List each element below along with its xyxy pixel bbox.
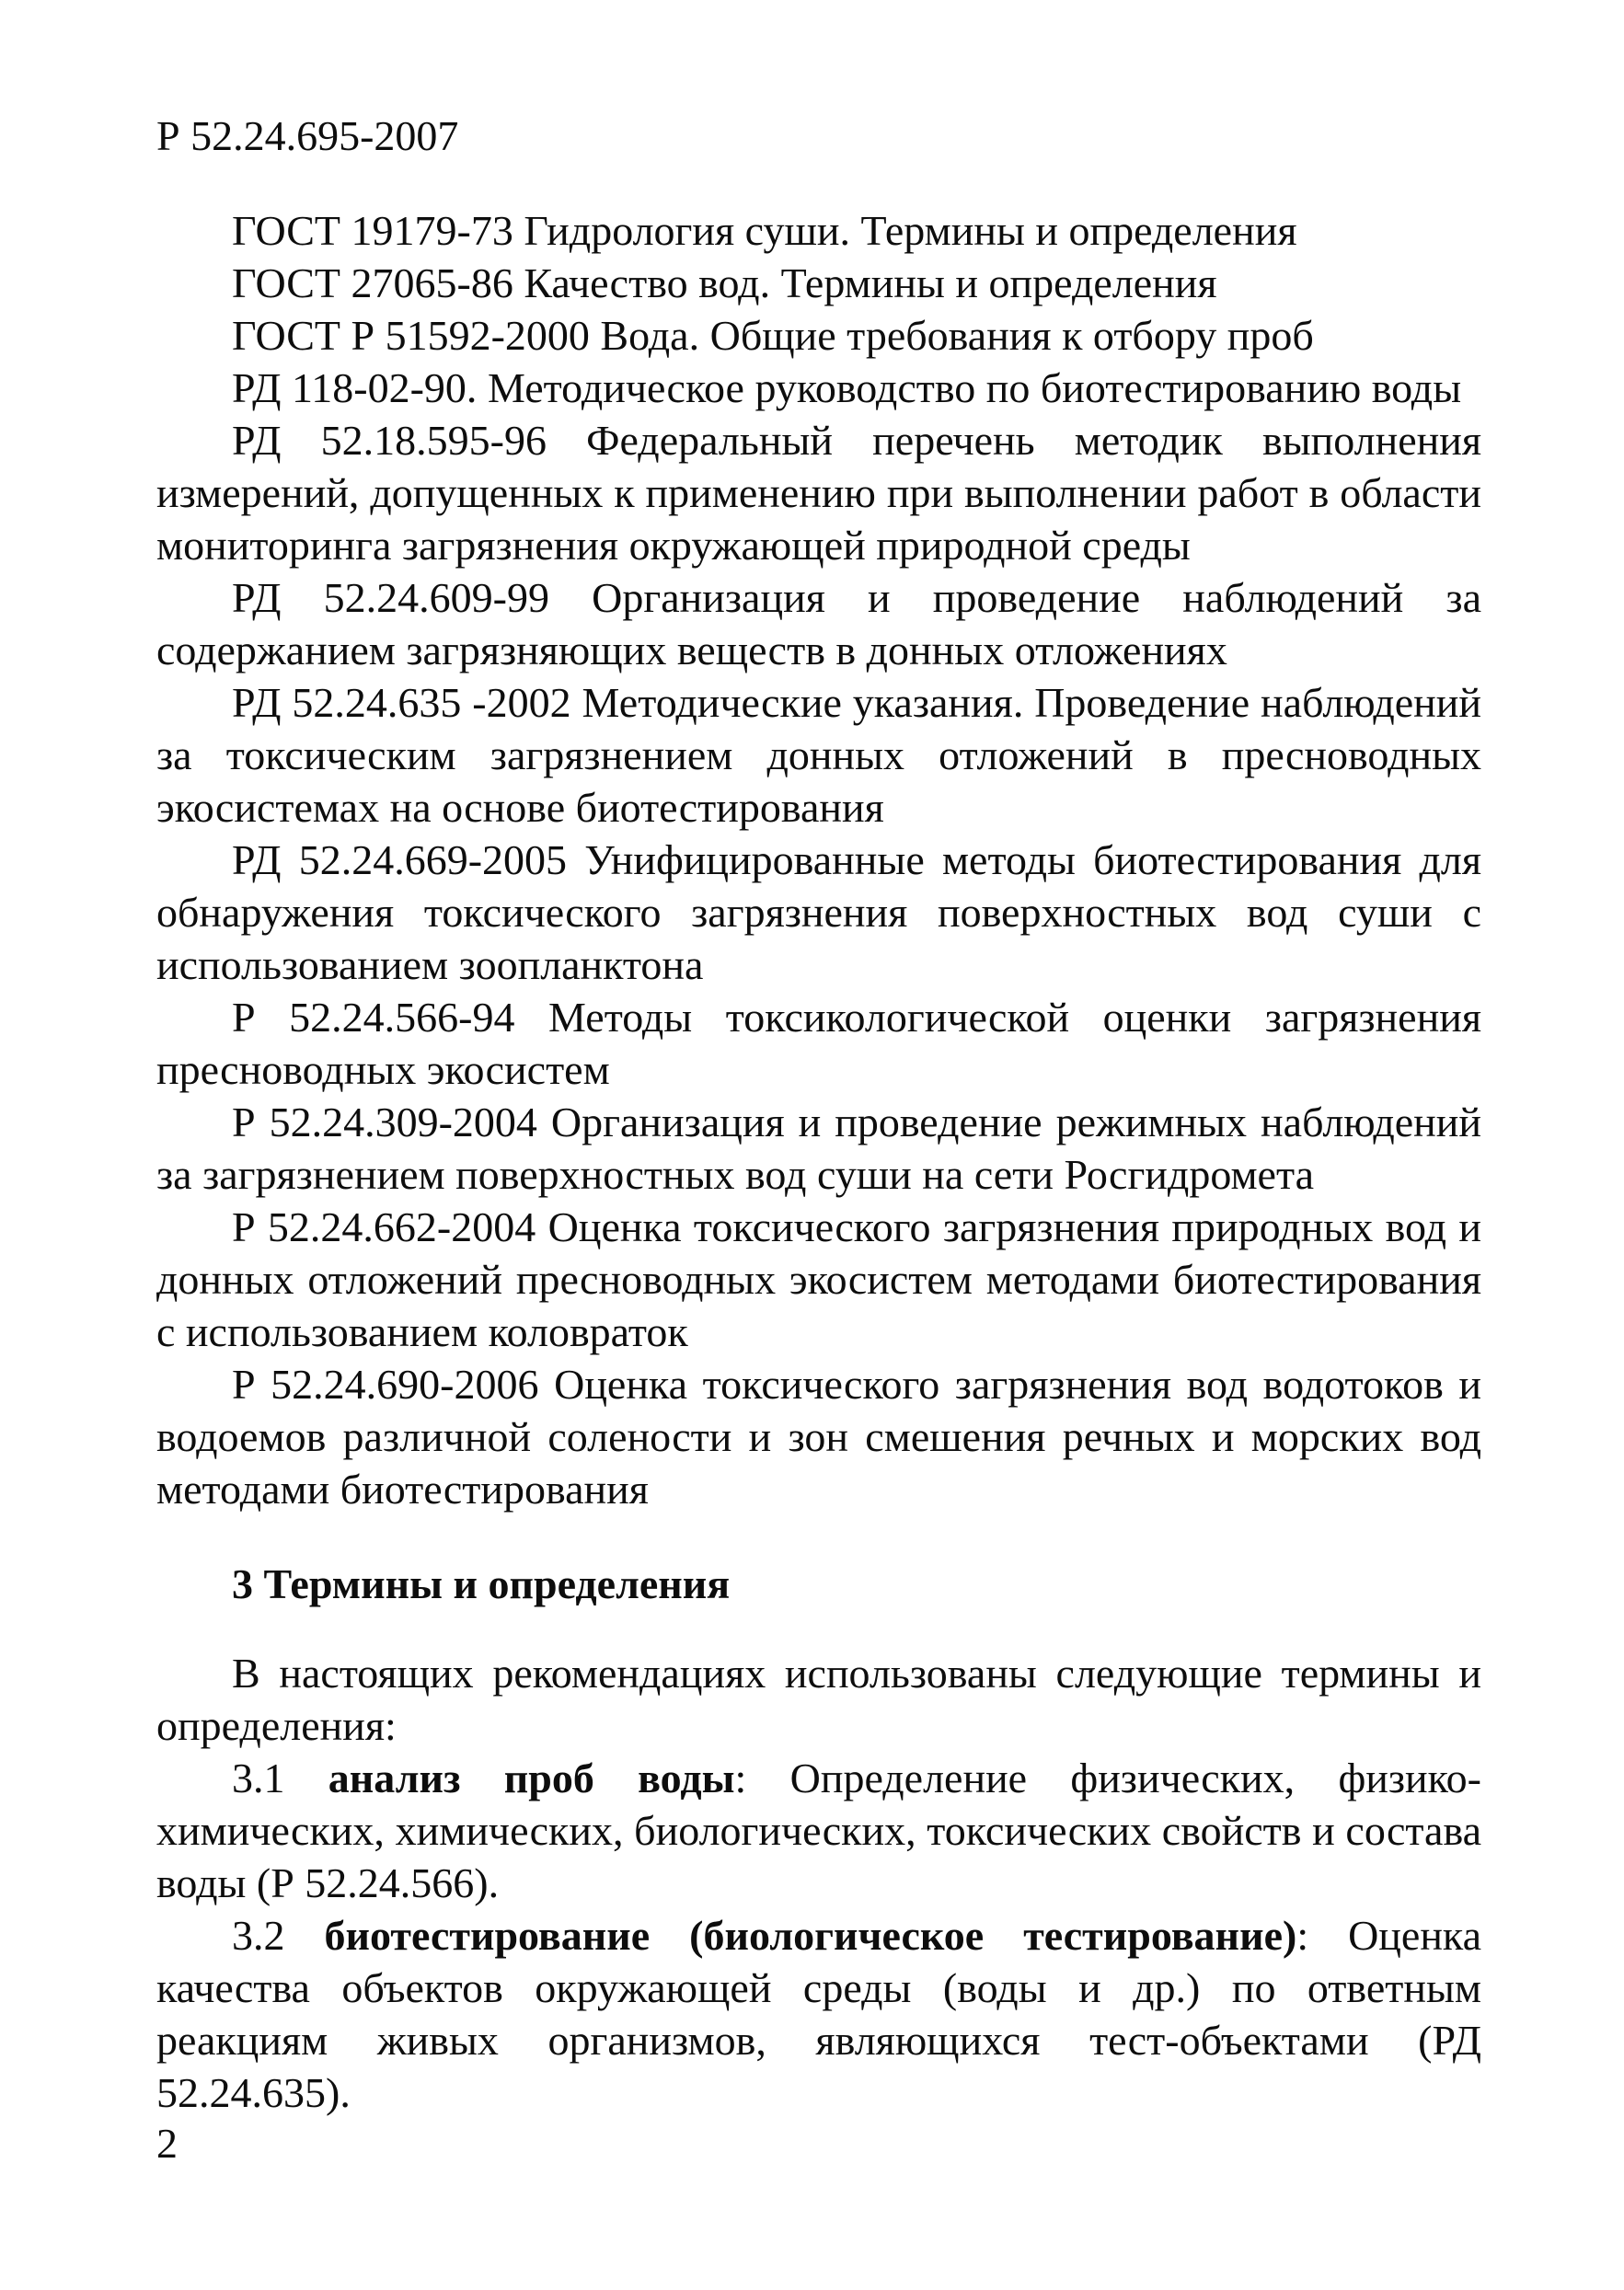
reference-title: Унифицированные методы биотестирования для обнаружения токсического загрязнения поверхностных вод суши с использованием зоопланктона (156, 836, 1482, 988)
reference-code: РД 52.24.609-99 (232, 574, 549, 621)
reference-code: РД 118-02-90. (232, 364, 478, 411)
reference-entry (156, 676, 1481, 834)
term-text: : Оценка качества объектов окружающей среды (воды и др.) по ответным реакциям живых организмов, являющихся тест-объектами (РД 52.24.635). (156, 1912, 1482, 2116)
reference-entry (156, 834, 1481, 991)
term-number: 3.2 (232, 1912, 285, 1959)
reference-code: Р 52.24.309-2004 (232, 1099, 537, 1145)
term-definition (156, 1909, 1481, 2119)
reference-code: ГОСТ 19179-73 (232, 207, 513, 254)
reference-code: ГОСТ 27065-86 (232, 259, 513, 306)
section-intro: В настоящих рекомендациях использованы следующие термины и определения: (156, 1650, 1481, 1749)
term-name: биотестирование (биологическое тестирование) (324, 1912, 1297, 1959)
reference-entry (156, 309, 1481, 362)
reference-title: Методические указания. Проведение наблюдений за токсическим загрязнением донных отложений в пресноводных экосистемах на основе биотестирования (156, 679, 1481, 831)
reference-title: Методическое руководство по биотестированию воды (487, 364, 1462, 411)
reference-title: Вода. Общие требования к отбору проб (600, 312, 1314, 359)
reference-code: РД 52.24.635 -2002 (232, 679, 571, 726)
reference-title: Оценка токсического загрязнения природных вод и донных отложений пресноводных экосистем методами биотестирования с использованием коловраток (156, 1203, 1482, 1355)
reference-entry (156, 571, 1481, 676)
reference-title: Методы токсикологической оценки загрязнения пресноводных экосистем (156, 994, 1481, 1093)
reference-code: Р 52.24.566-94 (232, 994, 515, 1041)
document-code-header: Р 52.24.695-2007 (156, 112, 459, 159)
reference-title: Качество вод. Термины и определения (524, 259, 1217, 306)
page-number: 2 (156, 2120, 178, 2167)
reference-code: РД 52.24.669-2005 (232, 836, 568, 883)
term-text: : Определение физических, физико-химических, химических, биологических, токсических свойств и состава воды (Р 52.24.566). (156, 1755, 1482, 1906)
reference-title: Организация и проведение наблюдений за содержанием загрязняющих веществ в донных отложениях (156, 574, 1481, 673)
reference-entry (156, 1358, 1481, 1515)
term-name: анализ проб воды (328, 1755, 735, 1801)
section-heading: 3 Термины и определения (232, 1560, 731, 1607)
reference-entry (156, 1096, 1481, 1201)
reference-entry (156, 204, 1481, 257)
reference-code: Р 52.24.690-2006 (232, 1361, 539, 1408)
reference-title: Гидрология суши. Термины и определения (524, 207, 1297, 254)
reference-title: Федеральный перечень методик выполнения измерений, допущенных к применению при выполнении работ в области мониторинга загрязнения окружающей природной среды (156, 417, 1481, 569)
reference-entry (156, 1201, 1481, 1358)
reference-entry (156, 362, 1481, 414)
reference-entry (156, 414, 1481, 571)
reference-title: Оценка токсического загрязнения вод водотоков и водоемов различной солености и зон смешения речных и морских вод методами биотестирования (156, 1361, 1481, 1513)
term-number: 3.1 (232, 1755, 285, 1801)
document-body (156, 204, 1481, 2119)
reference-entry (156, 991, 1481, 1096)
reference-code: Р 52.24.662-2004 (232, 1203, 536, 1250)
term-definition (156, 1752, 1481, 1909)
reference-entry (156, 257, 1481, 309)
reference-code: РД 52.18.595-96 (232, 417, 547, 464)
reference-title: Организация и проведение режимных наблюдений за загрязнением поверхностных вод суши на сети Росгидромета (156, 1099, 1481, 1198)
reference-code: ГОСТ Р 51592-2000 (232, 312, 590, 359)
